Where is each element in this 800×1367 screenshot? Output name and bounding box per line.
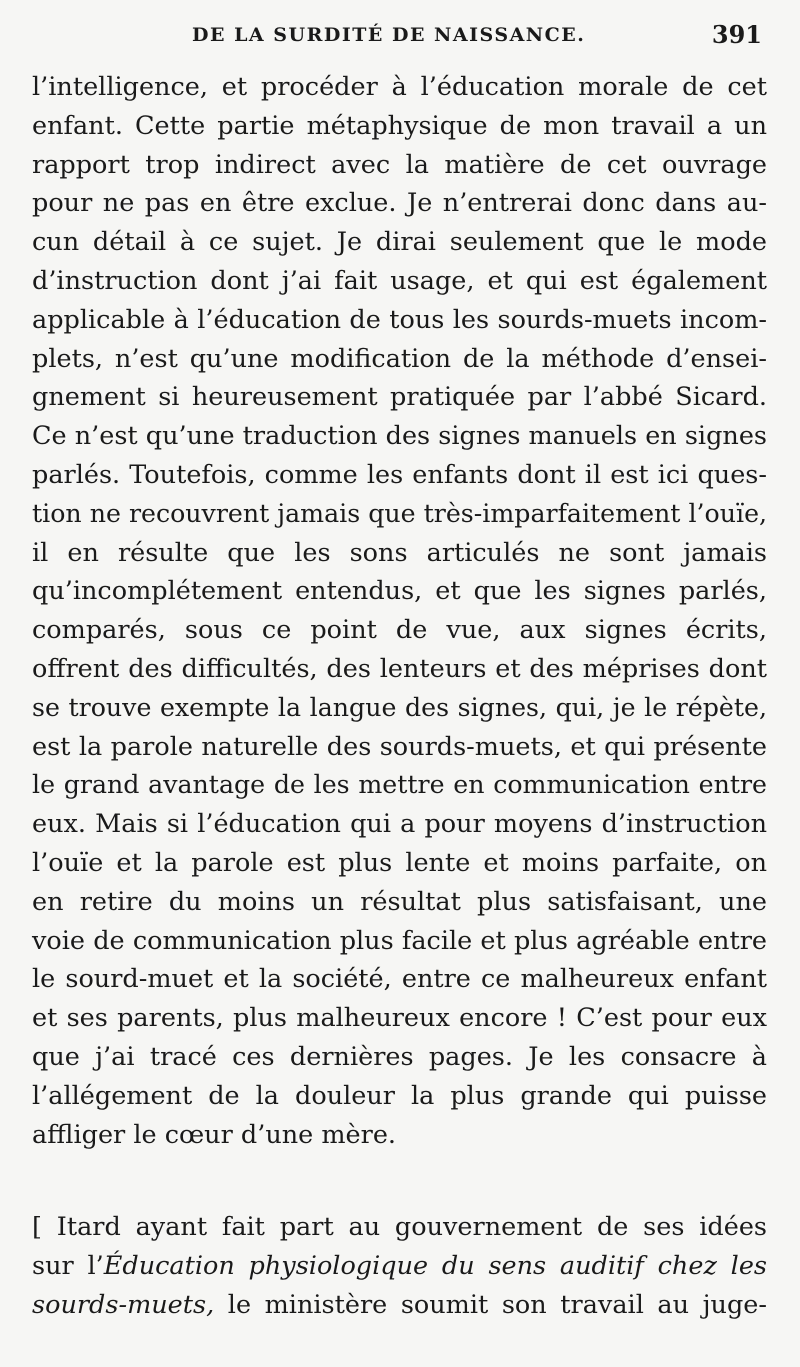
- text-line: il en résulte que les sons articulés ne sont jamais: [32, 537, 767, 568]
- text-line: rapport trop indirect avec la matière de cet ouvrage: [32, 149, 767, 180]
- italic-title: Éducation physiologique du sens auditif chez les: [103, 1250, 767, 1281]
- text-line: que j’ai tracé ces dernières pages. Je les consacre à: [32, 1041, 767, 1072]
- text-line: le grand avantage de les mettre en communication entre: [32, 770, 767, 800]
- text-line: enfant. Cette partie métaphysique de mon travail a un: [32, 110, 767, 141]
- text-line: parlés. Toutefois, comme les enfants dont il est ici ques-: [32, 459, 767, 490]
- text-line: voie de communication plus facile et plus agréable entre: [32, 925, 767, 956]
- paragraph-1: [32, 68, 767, 1154]
- text-line: affliger le cœur d’une mère.: [32, 1119, 397, 1150]
- text-line: se trouve exempte la langue des signes, qui, je le répète,: [32, 692, 767, 722]
- text-line: comparés, sous ce point de vue, aux signes écrits,: [32, 615, 767, 646]
- text-line: le sourd-muet et la société, entre ce malheureux enfant: [32, 964, 767, 995]
- page-number: 391: [711, 20, 762, 49]
- text-line: est la parole naturelle des sourds-muets, et qui présente: [32, 731, 767, 762]
- text-line: l’intelligence, et procéder à l’éducation morale de cet: [32, 72, 767, 102]
- page-header: [32, 20, 762, 52]
- text-line: en retire du moins un résultat plus satisfaisant, une: [32, 886, 767, 917]
- text-line: plets, n’est qu’une modification de la méthode d’ensei-: [32, 343, 767, 374]
- text-line: qu’incomplétement entendus, et que les signes parlés,: [32, 576, 767, 607]
- text-line: gnement si heureusement pratiquée par l’abbé Sicard.: [32, 382, 767, 413]
- text-span: sur l’: [32, 1250, 104, 1281]
- text-line: [32, 1247, 767, 1286]
- running-title: DE LA SURDITÉ DE NAISSANCE.: [192, 24, 586, 46]
- text-span: le ministère soumit son travail au juge-: [214, 1289, 767, 1320]
- paragraph-2: [32, 1208, 767, 1324]
- text-line: applicable à l’éducation de tous les sourds-muets incom-: [32, 304, 767, 335]
- text-line: l’ouïe et la parole est plus lente et moins parfaite, on: [32, 847, 767, 878]
- text-line: d’instruction dont j’ai fait usage, et qui est également: [32, 265, 767, 296]
- text-line: [ Itard ayant fait part au gouvernement de ses idées: [32, 1212, 767, 1242]
- text-line: l’allégement de la douleur la plus grande qui puisse: [32, 1080, 767, 1111]
- text-line: tion ne recouvrent jamais que très-imparfaitement l’ouïe,: [32, 498, 768, 528]
- italic-title: sourds-muets,: [32, 1289, 215, 1320]
- text-line: cun détail à ce sujet. Je dirai seulement que le mode: [32, 227, 767, 258]
- text-line: offrent des difficultés, des lenteurs et des méprises dont: [32, 653, 767, 684]
- text-line: et ses parents, plus malheureux encore ! C’est pour eux: [32, 1003, 767, 1034]
- text-line: [32, 1286, 767, 1325]
- text-line: Ce n’est qu’une traduction des signes manuels en signes: [32, 421, 767, 452]
- text-line: pour ne pas en être exclue. Je n’entrerai donc dans au-: [32, 188, 767, 219]
- text-line: eux. Mais si l’éducation qui a pour moyens d’instruction: [32, 809, 767, 840]
